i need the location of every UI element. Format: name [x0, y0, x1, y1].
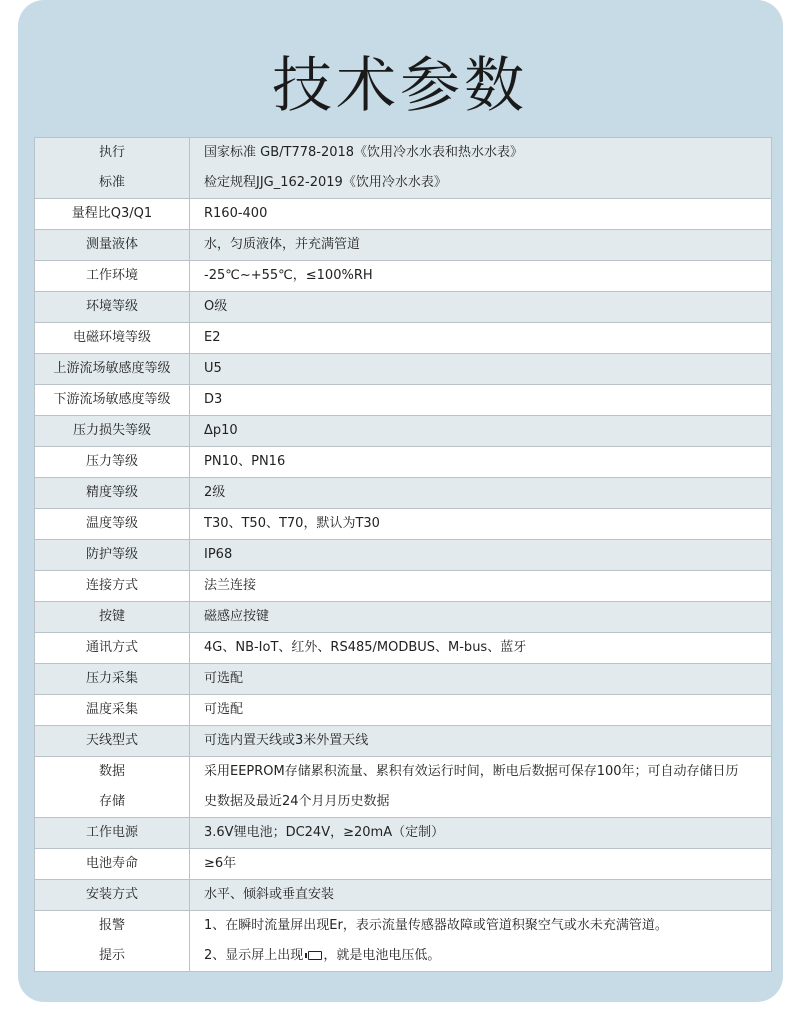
- param-value: U5: [204, 361, 222, 376]
- param-name-cell: [35, 911, 190, 972]
- param-name-cell: [35, 633, 190, 664]
- param-name-cell: [35, 818, 190, 849]
- param-value-cell: [190, 849, 772, 880]
- param-name: 存储: [98, 794, 125, 809]
- param-value-cell: [190, 571, 772, 602]
- param-name: 按键: [98, 609, 125, 624]
- param-name: 通讯方式: [85, 640, 138, 655]
- table-row-alarm: [35, 911, 772, 972]
- param-name-cell: [35, 509, 190, 540]
- param-value-cell: [190, 509, 772, 540]
- param-name-cell: [35, 385, 190, 416]
- param-name: 温度等级: [85, 516, 138, 531]
- param-value: 采用EEPROM存储累积流量、累积有效运行时间，断电后数据可保存100年；可自动存储日历: [204, 764, 739, 779]
- table-row: [35, 571, 772, 602]
- battery-low-icon: [308, 951, 322, 960]
- param-value: -25℃~+55℃，≤100%RH: [204, 268, 373, 283]
- table-row: [35, 849, 772, 880]
- table-row: [35, 540, 772, 571]
- table-row: [35, 447, 772, 478]
- param-name-cell: [35, 880, 190, 911]
- param-value-cell: [190, 138, 772, 199]
- param-value: 2级: [204, 485, 226, 500]
- table-row: [35, 354, 772, 385]
- param-value: 法兰连接: [204, 578, 257, 593]
- param-name-cell: [35, 447, 190, 478]
- param-name: 压力等级: [85, 454, 138, 469]
- param-name: 量程比Q3/Q1: [71, 206, 153, 221]
- param-value-cell: [190, 447, 772, 478]
- param-name: 电池寿命: [85, 856, 138, 871]
- param-name-cell: [35, 230, 190, 261]
- param-value: IP68: [204, 547, 233, 562]
- param-value-cell: [190, 261, 772, 292]
- table-row: [35, 385, 772, 416]
- param-name: 温度采集: [85, 702, 138, 717]
- table-row: [35, 478, 772, 509]
- param-name-cell: [35, 138, 190, 199]
- alarm-line-2-suffix: ，就是电池电压低。: [323, 948, 441, 963]
- param-name: 测量液体: [85, 237, 138, 252]
- table-row: [35, 230, 772, 261]
- param-value: 4G、NB-IoT、红外、RS485/MODBUS、M-bus、蓝牙: [204, 640, 527, 655]
- param-value: ≥6年: [204, 856, 237, 871]
- param-value: 磁感应按键: [204, 609, 270, 624]
- param-value: 国家标准 GB/T778-2018《饮用冷水水表和热水水表》: [204, 145, 524, 160]
- param-value: 水，匀质液体，并充满管道: [204, 237, 361, 252]
- param-name-cell: [35, 602, 190, 633]
- param-name: 防护等级: [85, 547, 138, 562]
- table-row: [35, 292, 772, 323]
- param-name: 下游流场敏感度等级: [53, 392, 171, 407]
- param-value-cell: [190, 880, 772, 911]
- table-row: [35, 880, 772, 911]
- param-value: E2: [204, 330, 221, 345]
- param-name-cell: [35, 571, 190, 602]
- param-value-cell: [190, 323, 772, 354]
- table-row: [35, 261, 772, 292]
- param-name-cell: [35, 292, 190, 323]
- param-value-cell: [190, 633, 772, 664]
- param-name-cell: [35, 664, 190, 695]
- spec-table: [34, 137, 772, 972]
- param-value-cell: [190, 292, 772, 323]
- param-value: 可选配: [204, 702, 244, 717]
- alarm-line-2: [204, 941, 771, 971]
- param-value: 3.6V锂电池；DC24V，≥20mA（定制）: [204, 825, 445, 840]
- param-name-cell: [35, 354, 190, 385]
- param-name: 压力损失等级: [72, 423, 151, 438]
- param-name: 天线型式: [85, 733, 138, 748]
- param-value: T30、T50、T70，默认为T30: [204, 516, 380, 531]
- param-value: 水平、倾斜或垂直安装: [204, 887, 335, 902]
- param-name: 精度等级: [85, 485, 138, 500]
- param-name-cell: [35, 199, 190, 230]
- param-value-cell: [190, 416, 772, 447]
- table-row: [35, 757, 772, 818]
- table-row: [35, 633, 772, 664]
- param-value-cell: [190, 540, 772, 571]
- param-value: 可选内置天线或3米外置天线: [204, 733, 369, 748]
- param-name-cell: [35, 695, 190, 726]
- table-row: [35, 818, 772, 849]
- spec-table-body: [35, 138, 772, 972]
- param-value-cell: [190, 726, 772, 757]
- param-name: 工作环境: [85, 268, 138, 283]
- param-name: 报警: [98, 918, 125, 933]
- param-value: O级: [204, 299, 228, 314]
- param-name-cell: [35, 478, 190, 509]
- param-value: R160-400: [204, 206, 268, 221]
- param-value: 检定规程JJG_162-2019《饮用冷水水表》: [204, 175, 447, 190]
- param-value: PN10、PN16: [204, 454, 286, 469]
- alarm-line-1: 1、在瞬时流量屏出现Er，表示流量传感器故障或管道积聚空气或水未充满管道。: [204, 918, 668, 933]
- param-value-cell: [190, 695, 772, 726]
- param-value-cell: [190, 199, 772, 230]
- param-name: 工作电源: [85, 825, 138, 840]
- param-name: 提示: [98, 948, 125, 963]
- table-row: [35, 726, 772, 757]
- table-row: [35, 199, 772, 230]
- param-name-cell: [35, 261, 190, 292]
- table-row: [35, 695, 772, 726]
- param-value-cell: [190, 478, 772, 509]
- param-name-cell: [35, 540, 190, 571]
- page-title: 技术参数: [272, 51, 528, 121]
- param-value-cell: [190, 354, 772, 385]
- param-value: 史数据及最近24个月月历史数据: [204, 794, 390, 809]
- table-row: [35, 138, 772, 199]
- param-name: 安装方式: [85, 887, 138, 902]
- param-value-cell: [190, 385, 772, 416]
- param-name-cell: [35, 849, 190, 880]
- param-value-cell: [190, 664, 772, 695]
- param-name: 环境等级: [85, 299, 138, 314]
- param-value-cell: [190, 818, 772, 849]
- param-name-cell: [35, 757, 190, 818]
- param-name: 压力采集: [85, 671, 138, 686]
- param-value: 可选配: [204, 671, 244, 686]
- alarm-line-2-prefix: 2、显示屏上出现: [204, 948, 304, 963]
- param-value: Δp10: [204, 423, 238, 438]
- table-row: [35, 416, 772, 447]
- table-row: [35, 323, 772, 354]
- param-value-cell: [190, 602, 772, 633]
- table-row: [35, 664, 772, 695]
- param-name: 执行: [98, 145, 125, 160]
- param-value-cell: [190, 230, 772, 261]
- param-value: D3: [204, 392, 223, 407]
- param-name: 上游流场敏感度等级: [53, 361, 171, 376]
- param-name-cell: [35, 726, 190, 757]
- param-value-cell: [190, 757, 772, 818]
- param-name: 标准: [98, 175, 125, 190]
- param-name-cell: [35, 416, 190, 447]
- param-value-cell: [190, 911, 772, 972]
- param-name: 连接方式: [85, 578, 138, 593]
- param-name: 电磁环境等级: [72, 330, 151, 345]
- param-name: 数据: [98, 764, 125, 779]
- table-row: [35, 509, 772, 540]
- table-row: [35, 602, 772, 633]
- param-name-cell: [35, 323, 190, 354]
